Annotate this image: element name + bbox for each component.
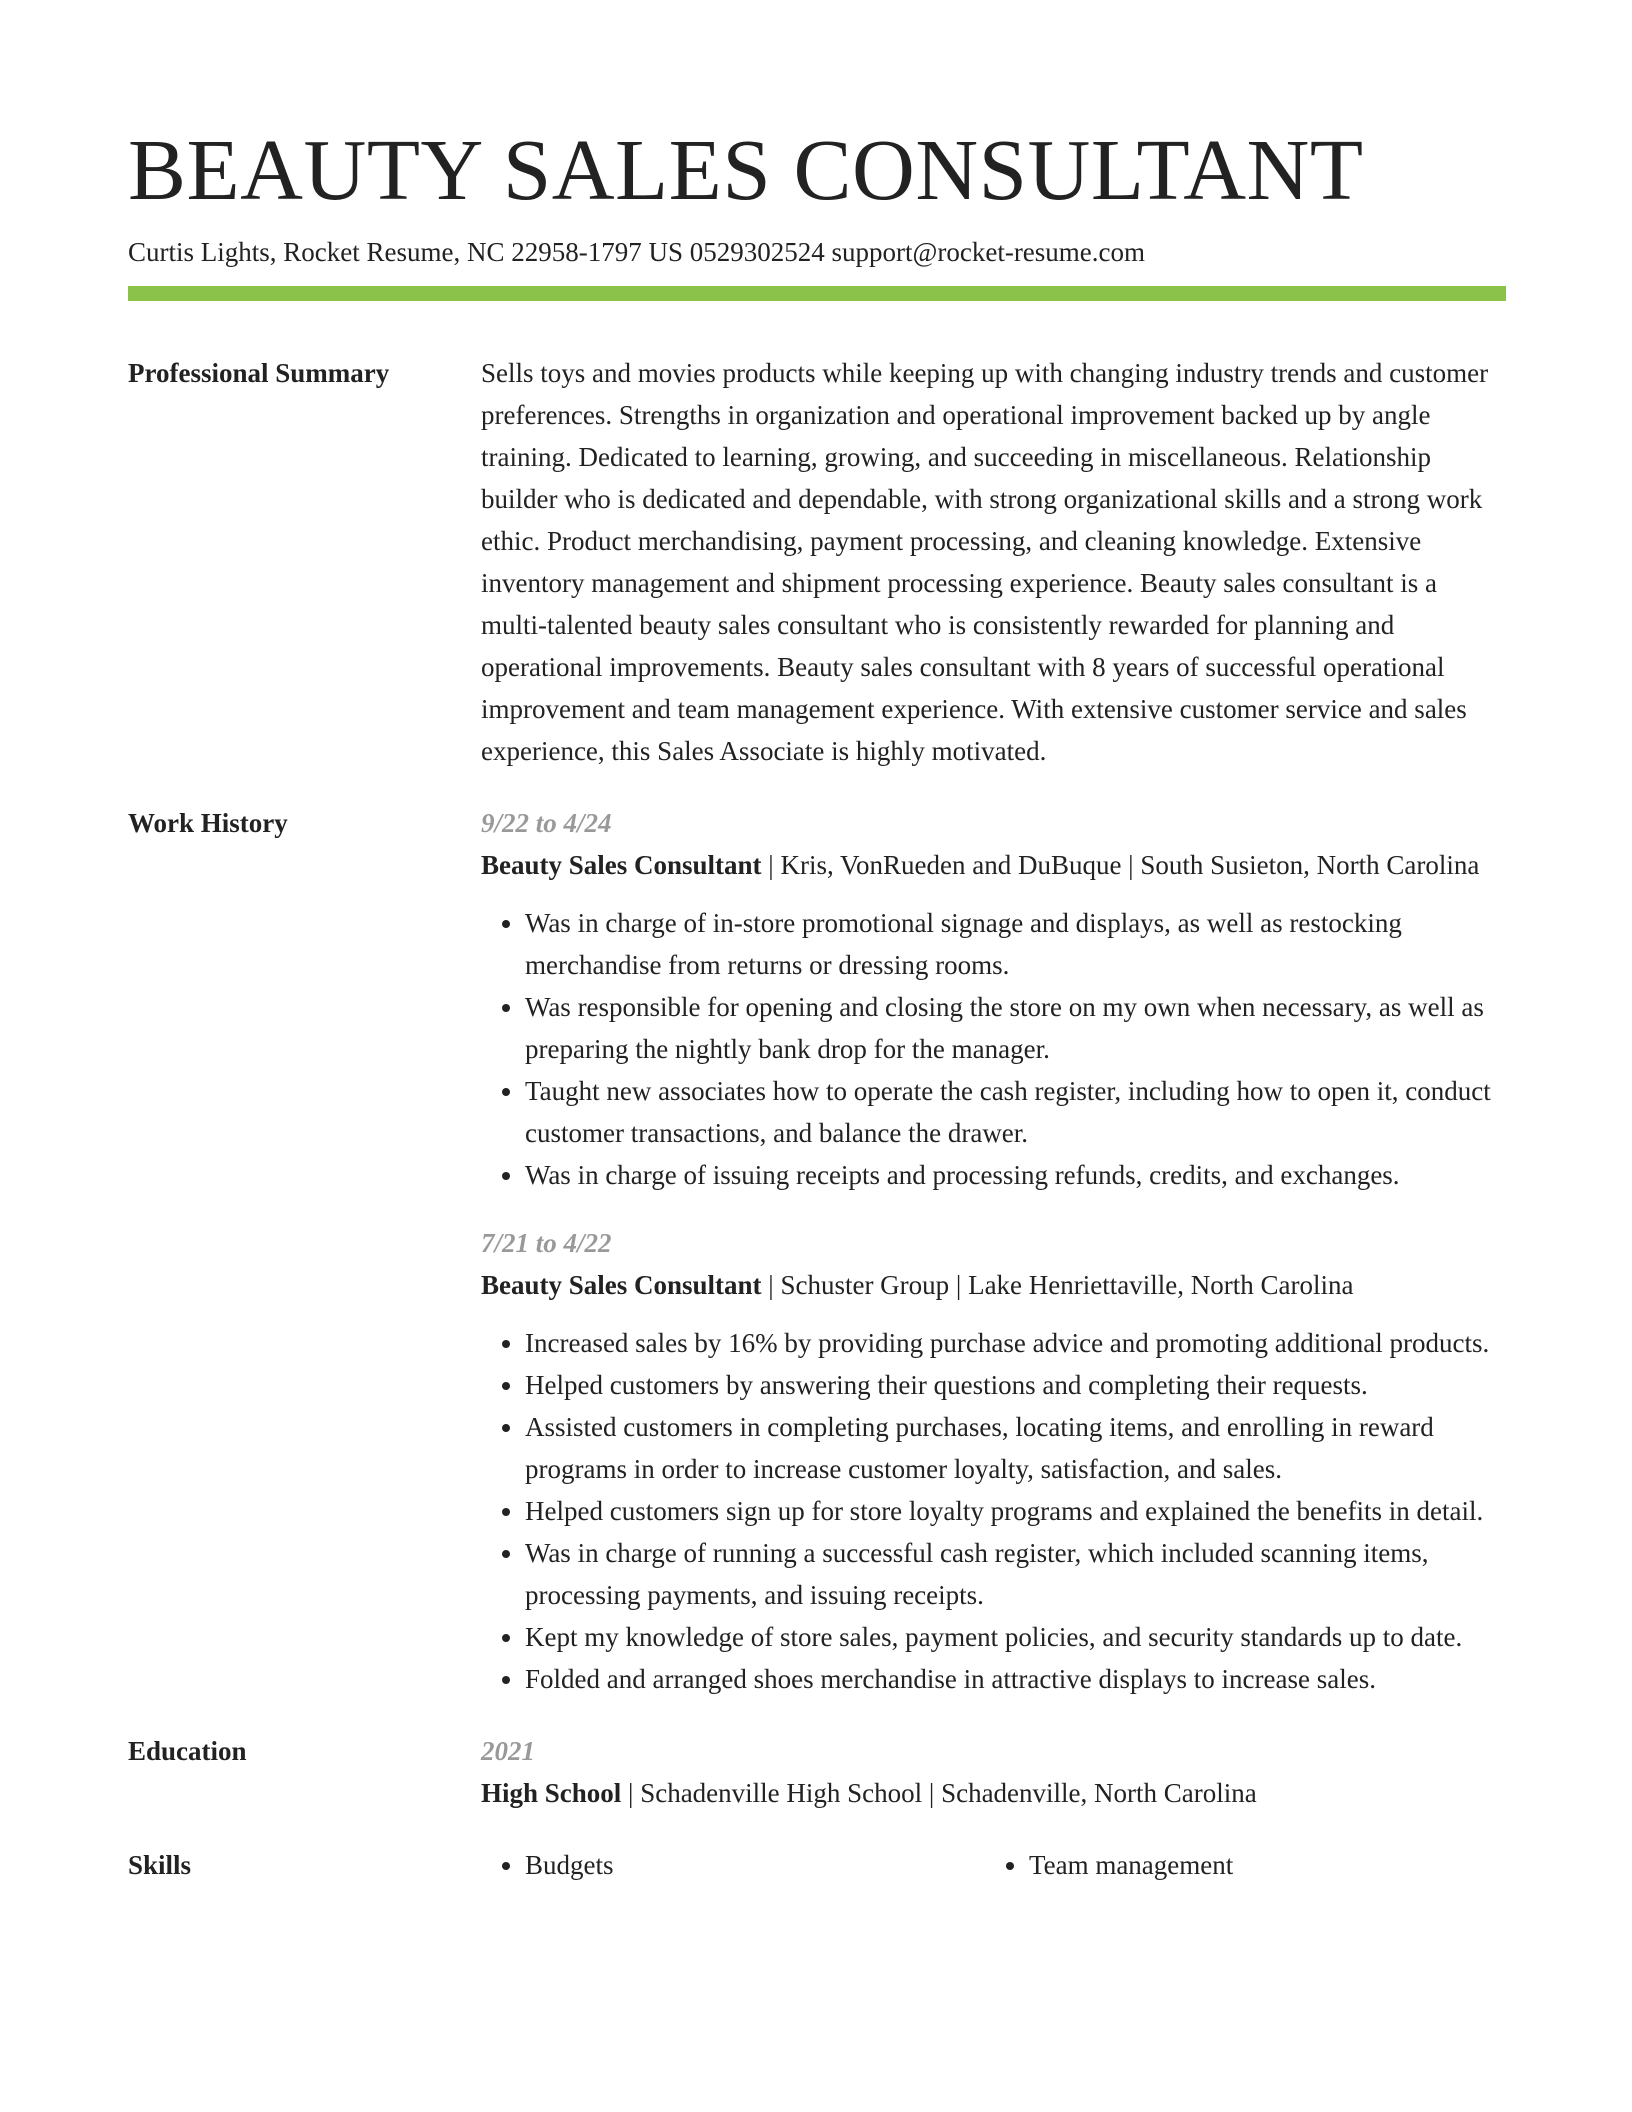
job-entry [481,1222,1506,1700]
resume-content [128,352,1506,1916]
job-bullets [481,1322,1506,1700]
section-label: Education [128,1736,247,1766]
education-year: 2021 [481,1736,535,1766]
education-heading [481,1772,1506,1814]
section-body [481,1844,1506,1886]
list-item: • Helped customers sign up for store loyalty programs and explained the benefits in detail. [525,1490,1506,1532]
list-item: • Was in charge of in-store promotional signage and displays, as well as restocking merchandise from returns or dressing rooms. [525,902,1506,986]
section-work-history [128,802,1506,1700]
job-dates: 7/21 to 4/22 [481,1228,612,1258]
section-professional-summary [128,352,1506,772]
resume-header [128,118,1506,270]
section-label: Work History [128,808,288,838]
job-title: Beauty Sales Consultant [481,850,762,880]
job-details: | Schuster Group | Lake Henriettaville, North Carolina [761,1270,1354,1300]
list-item: • Was in charge of running a successful cash register, which included scanning items, processing payments, and issuing receipts. [525,1532,1506,1616]
section-body [481,1730,1506,1814]
contact-phone: 0529302524 [689,237,825,267]
section-education [128,1730,1506,1814]
summary-text: Sells toys and movies products while keeping up with changing industry trends and customer preferences. Strengths in organization and operational improvement backed up by angle training. Dedicated to learning, growing, and succeeding in miscellaneous. Relationship builder who is dedicated and dependable, with strong organizational skills and a strong work ethic. Product merchandising, payment processing, and cleaning knowledge. Extensive inventory management and shipment processing experience. Beauty sales consultant is a multi-talented beauty sales consultant who is consistently rewarded for planning and operational improvements. Beauty sales consultant with 8 years of successful operational improvement and team management experience. With extensive customer service and sales experience, this Sales Associate is highly motivated. [481,358,1489,766]
list-item: • Was in charge of issuing receipts and processing refunds, credits, and exchanges. [525,1154,1506,1196]
job-entry [481,802,1506,1196]
resume-title: BEAUTY SALES CONSULTANT [128,121,1364,218]
list-item: • Increased sales by 16% by providing purchase advice and promoting additional products. [525,1322,1506,1364]
list-item: • Assisted customers in completing purchases, locating items, and enrolling in reward programs in order to increase customer loyalty, satisfaction, and sales. [525,1406,1506,1490]
header-divider [128,286,1506,301]
skill-item: • Budgets [525,1844,985,1886]
skills-column-right [985,1844,1489,1886]
contact-address: Curtis Lights, Rocket Resume, NC 22958-1797 US [128,237,683,267]
education-degree: High School [481,1778,622,1808]
section-body [481,352,1506,772]
list-item: • Helped customers by answering their questions and completing their requests. [525,1364,1506,1406]
list-item: • Taught new associates how to operate the cash register, including how to open it, conduct customer transactions, and balance the drawer. [525,1070,1506,1154]
job-details: | Kris, VonRueden and DuBuque | South Susieton, North Carolina [761,850,1480,880]
skills-grid [481,1844,1506,1886]
skills-column-left [481,1844,985,1886]
education-details: | Schadenville High School | Schadenville, North Carolina [621,1778,1257,1808]
job-title: Beauty Sales Consultant [481,1270,762,1300]
job-heading [481,1264,1506,1306]
list-item: • Folded and arranged shoes merchandise in attractive displays to increase sales. [525,1658,1506,1700]
list-item: • Kept my knowledge of store sales, payment policies, and security standards up to date. [525,1616,1506,1658]
job-dates: 9/22 to 4/24 [481,808,612,838]
section-skills [128,1844,1506,1886]
contact-line [128,234,1506,270]
job-heading [481,844,1506,886]
contact-email: support@rocket-resume.com [831,237,1146,267]
section-label: Skills [128,1850,192,1880]
list-item: • Was responsible for opening and closing the store on my own when necessary, as well as preparing the nightly bank drop for the manager. [525,986,1506,1070]
section-body [481,802,1506,1700]
section-label: Professional Summary [128,358,390,388]
skill-item: • Team management [1029,1844,1489,1886]
job-bullets [481,902,1506,1196]
